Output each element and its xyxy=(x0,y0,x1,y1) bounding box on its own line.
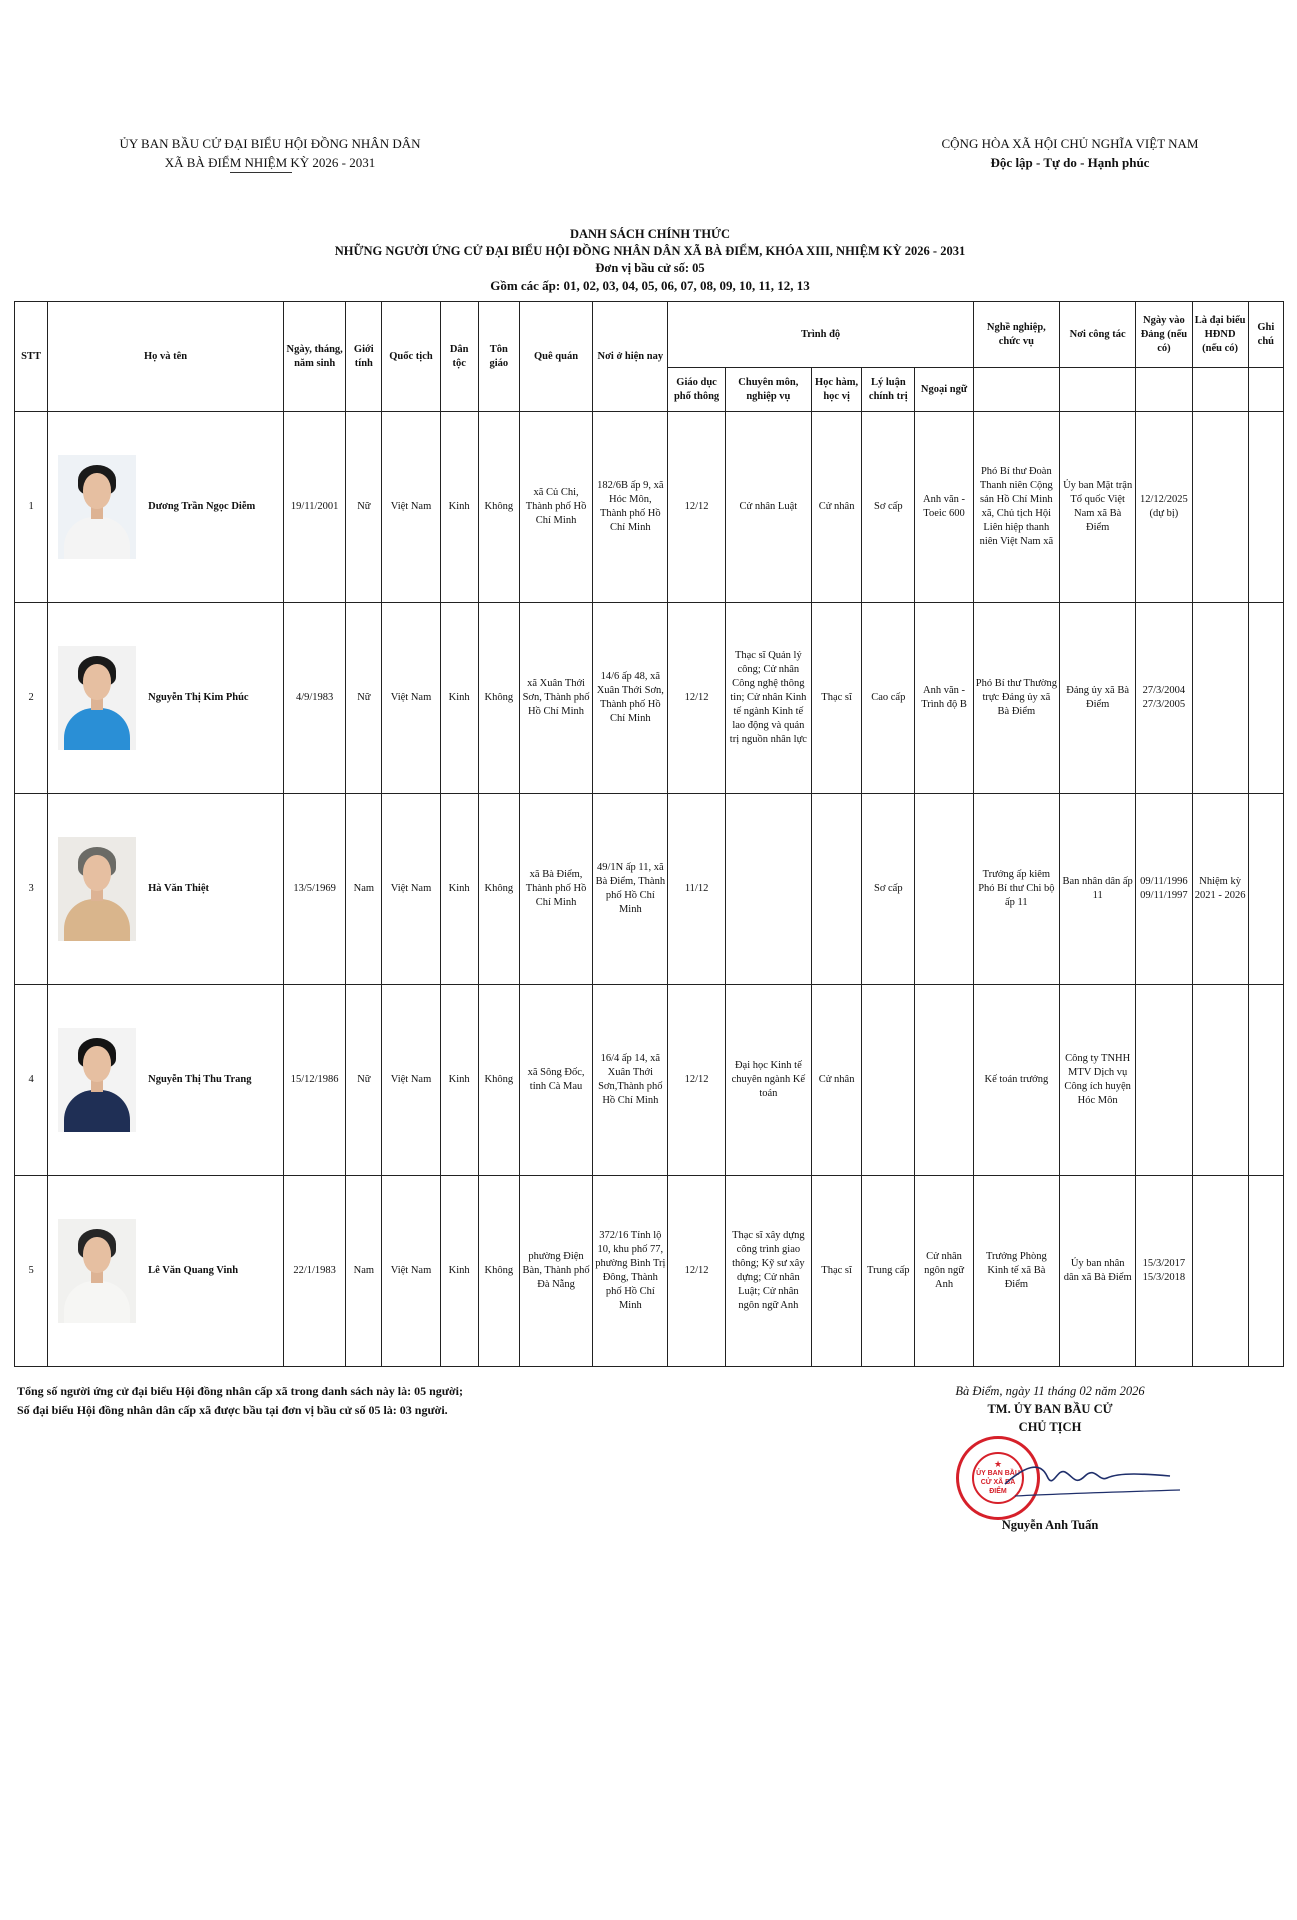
cell-language xyxy=(915,985,973,1176)
signer-name: Nguyễn Anh Tuấn xyxy=(1001,1518,1099,1532)
cell-specialty: Đại học Kinh tế chuyên ngành Kế toán xyxy=(725,985,811,1176)
summary-line-2: Số đại biểu Hội đồng nhân dân cấp xã được bầu tại đơn vị bầu cử số 05 là: 03 người. xyxy=(17,1403,448,1417)
candidate-name: Lê Văn Quang Vinh xyxy=(148,1265,239,1276)
table-row xyxy=(15,412,1284,603)
national-line-1: CỘNG HÒA XÃ HỘI CHỦ NGHĨA VIỆT NAM xyxy=(941,136,1199,151)
title-line-3: Đơn vị bầu cử số: 05 xyxy=(595,261,705,275)
cell-general-edu: 12/12 xyxy=(668,985,725,1176)
col-workplace: Nơi công tác xyxy=(1060,302,1136,368)
cell-general-edu: 12/12 xyxy=(668,1176,725,1367)
col-politics: Lý luận chính trị xyxy=(862,368,915,412)
col-education-group: Trình độ xyxy=(668,302,973,368)
issuer-line-2: XÃ BÀ ĐIỂM NHIỆM KỲ 2026 - 2031 xyxy=(164,155,376,170)
cell-ethnicity: Kinh xyxy=(440,603,478,794)
national-motto: Độc lập - Tự do - Hạnh phúc xyxy=(990,155,1150,170)
cell-dob: 13/5/1969 xyxy=(284,794,346,985)
cell-residence: 182/6B ấp 9, xã Hóc Môn, Thành phố Hồ Chí Minh xyxy=(593,412,668,603)
cell-politics: Sơ cấp xyxy=(862,794,915,985)
cell-is-delegate xyxy=(1192,1176,1248,1367)
cell-occupation: Kế toán trưởng xyxy=(973,985,1059,1176)
handwritten-signature xyxy=(995,1446,1185,1506)
candidate-name: Nguyễn Thị Kim Phúc xyxy=(148,692,249,703)
candidate-photo xyxy=(58,1028,136,1132)
cell-gender: Nữ xyxy=(346,603,382,794)
cell-stt: 3 xyxy=(15,794,48,985)
cell-dob: 15/12/1986 xyxy=(284,985,346,1176)
cell-note xyxy=(1248,603,1283,794)
cell-party-date: 27/3/2004 27/3/2005 xyxy=(1136,603,1192,794)
cell-religion: Không xyxy=(478,603,519,794)
cell-residence: 16/4 ấp 14, xã Xuân Thới Sơn,Thành phố Hồ Chí Minh xyxy=(593,985,668,1176)
seal-star-icon: ★ xyxy=(993,1459,1003,1469)
cell-general-edu: 11/12 xyxy=(668,794,725,985)
cell-general-edu: 12/12 xyxy=(668,603,725,794)
cell-occupation: Trưởng Phòng Kinh tế xã Bà Điểm xyxy=(973,1176,1059,1367)
candidate-photo xyxy=(58,455,136,559)
document-title xyxy=(250,226,1050,294)
col-nationality: Quốc tịch xyxy=(382,302,440,412)
table-body xyxy=(15,412,1284,1367)
cell-workplace: Đảng ủy xã Bà Điểm xyxy=(1060,603,1136,794)
cell-nationality: Việt Nam xyxy=(382,1176,440,1367)
cell-politics: Cao cấp xyxy=(862,603,915,794)
cell-is-delegate xyxy=(1192,985,1248,1176)
cell-party-date xyxy=(1136,985,1192,1176)
col-name: Họ và tên xyxy=(48,302,284,412)
cell-degree: Thạc sĩ xyxy=(812,1176,862,1367)
cell-occupation: Phó Bí thư Đoàn Thanh niên Cộng sản Hồ Chí Minh xã, Chủ tịch Hội Liên hiệp thanh niên Việt Nam xã xyxy=(973,412,1059,603)
national-header xyxy=(905,134,1235,172)
col-stt: STT xyxy=(15,302,48,412)
summary-block xyxy=(17,1382,617,1420)
cell-name xyxy=(48,794,284,985)
cell-hometown: xã Xuân Thới Sơn, Thành phố Hồ Chí Minh xyxy=(519,603,592,794)
cell-language xyxy=(915,794,973,985)
cell-is-delegate: Nhiệm kỳ 2021 - 2026 xyxy=(1192,794,1248,985)
candidate-photo xyxy=(58,1219,136,1323)
cell-name xyxy=(48,985,284,1176)
cell-nationality: Việt Nam xyxy=(382,603,440,794)
cell-gender: Nam xyxy=(346,1176,382,1367)
cell-is-delegate xyxy=(1192,603,1248,794)
cell-gender: Nữ xyxy=(346,412,382,603)
cell-degree xyxy=(812,794,862,985)
signature-area xyxy=(900,1436,1200,1516)
summary-line-1: Tổng số người ứng cử đại biểu Hội đồng nhân cấp xã trong danh sách này là: 05 người; xyxy=(17,1384,463,1398)
col-is-delegate: Là đại biểu HĐND (nếu có) xyxy=(1192,302,1248,368)
cell-party-date: 09/11/1996 09/11/1997 xyxy=(1136,794,1192,985)
seal-text: ỦY BAN BẦU CỬ XÃ BÀ ĐIỂM xyxy=(976,1470,1020,1495)
cell-workplace: Ban nhân dân ấp 11 xyxy=(1060,794,1136,985)
cell-note xyxy=(1248,1176,1283,1367)
cell-stt: 1 xyxy=(15,412,48,603)
cell-language: Anh văn - Trình độ B xyxy=(915,603,973,794)
cell-gender: Nữ xyxy=(346,985,382,1176)
candidate-photo xyxy=(58,646,136,750)
cell-hometown: xã Bà Điểm, Thành phố Hồ Chí Minh xyxy=(519,794,592,985)
cell-dob: 22/1/1983 xyxy=(284,1176,346,1367)
cell-workplace: Ủy ban Mặt trận Tổ quốc Việt Nam xã Bà Điểm xyxy=(1060,412,1136,603)
col-occupation: Nghề nghiệp, chức vụ xyxy=(973,302,1059,368)
issuer-header xyxy=(100,134,440,173)
col-dob: Ngày, tháng, năm sinh xyxy=(284,302,346,412)
title-line-1: DANH SÁCH CHÍNH THỨC xyxy=(569,227,731,241)
cell-religion: Không xyxy=(478,985,519,1176)
cell-general-edu: 12/12 xyxy=(668,412,725,603)
col-residence: Nơi ở hiện nay xyxy=(593,302,668,412)
cell-degree: Thạc sĩ xyxy=(812,603,862,794)
title-line-4: Gồm các ấp: 01, 02, 03, 04, 05, 06, 07, 08, 09, 10, 11, 12, 13 xyxy=(490,278,810,293)
cell-stt: 2 xyxy=(15,603,48,794)
signing-org: TM. ỦY BAN BẦU CỬ xyxy=(987,1402,1113,1416)
cell-stt: 5 xyxy=(15,1176,48,1367)
cell-occupation: Trưởng ấp kiêm Phó Bí thư Chi bộ ấp 11 xyxy=(973,794,1059,985)
col-religion: Tôn giáo xyxy=(478,302,519,412)
signing-position: CHỦ TỊCH xyxy=(1018,1420,1082,1434)
cell-ethnicity: Kinh xyxy=(440,412,478,603)
title-line-2: NHỮNG NGƯỜI ỨNG CỬ ĐẠI BIỂU HỘI ĐỒNG NHÂN DÂN XÃ BÀ ĐIỂM, KHÓA XIII, NHIỆM KỲ 2026 - 2031 xyxy=(334,244,966,258)
cell-hometown: phường Điện Bàn, Thành phố Đà Nẵng xyxy=(519,1176,592,1367)
cell-nationality: Việt Nam xyxy=(382,412,440,603)
cell-workplace: Công ty TNHH MTV Dịch vụ Công ích huyện Hóc Môn xyxy=(1060,985,1136,1176)
cell-politics xyxy=(862,985,915,1176)
cell-party-date: 12/12/2025 (dự bị) xyxy=(1136,412,1192,603)
cell-residence: 14/6 ấp 48, xã Xuân Thới Sơn, Thành phố Hồ Chí Minh xyxy=(593,603,668,794)
col-language: Ngoại ngữ xyxy=(915,368,973,412)
cell-stt: 4 xyxy=(15,985,48,1176)
cell-is-delegate xyxy=(1192,412,1248,603)
col-specialty: Chuyên môn, nghiệp vụ xyxy=(725,368,811,412)
issuer-line-1: ỦY BAN BẦU CỬ ĐẠI BIỂU HỘI ĐỒNG NHÂN DÂN xyxy=(119,136,421,151)
cell-party-date: 15/3/2017 15/3/2018 xyxy=(1136,1176,1192,1367)
cell-nationality: Việt Nam xyxy=(382,794,440,985)
col-degree: Học hàm, học vị xyxy=(812,368,862,412)
cell-degree: Cử nhân xyxy=(812,412,862,603)
col-workplace-blank xyxy=(1060,368,1136,412)
cell-hometown: xã Củ Chi, Thành phố Hồ Chí Minh xyxy=(519,412,592,603)
cell-residence: 372/16 Tỉnh lộ 10, khu phố 77, phường Bình Trị Đông, Thành phố Hồ Chí Minh xyxy=(593,1176,668,1367)
col-gender: Giới tính xyxy=(346,302,382,412)
cell-specialty: Thạc sĩ xây dựng công trình giao thông; Kỹ sư xây dựng; Cử nhân Luật; Cử nhân ngôn ngữ Anh xyxy=(725,1176,811,1367)
cell-dob: 4/9/1983 xyxy=(284,603,346,794)
cell-politics: Sơ cấp xyxy=(862,412,915,603)
col-hometown: Quê quán xyxy=(519,302,592,412)
candidate-name: Dương Trần Ngọc Diễm xyxy=(148,501,256,512)
cell-specialty xyxy=(725,794,811,985)
table-row xyxy=(15,985,1284,1176)
cell-note xyxy=(1248,412,1283,603)
cell-note xyxy=(1248,794,1283,985)
col-party-date-blank xyxy=(1136,368,1192,412)
cell-dob: 19/11/2001 xyxy=(284,412,346,603)
cell-religion: Không xyxy=(478,1176,519,1367)
cell-degree: Cử nhân xyxy=(812,985,862,1176)
col-occupation-blank xyxy=(973,368,1059,412)
table-row xyxy=(15,603,1284,794)
cell-religion: Không xyxy=(478,412,519,603)
cell-name xyxy=(48,603,284,794)
cell-gender: Nam xyxy=(346,794,382,985)
cell-ethnicity: Kinh xyxy=(440,985,478,1176)
cell-language: Anh văn - Toeic 600 xyxy=(915,412,973,603)
cell-occupation: Phó Bí thư Thường trực Đảng ủy xã Bà Điểm xyxy=(973,603,1059,794)
table-row xyxy=(15,1176,1284,1367)
cell-language: Cử nhân ngôn ngữ Anh xyxy=(915,1176,973,1367)
cell-residence: 49/1N ấp 11, xã Bà Điểm, Thành phố Hồ Chí Minh xyxy=(593,794,668,985)
candidate-photo xyxy=(58,837,136,941)
col-is-delegate-blank xyxy=(1192,368,1248,412)
cell-politics: Trung cấp xyxy=(862,1176,915,1367)
col-party-date: Ngày vào Đảng (nếu có) xyxy=(1136,302,1192,368)
col-general-edu: Giáo dục phổ thông xyxy=(668,368,725,412)
candidate-name: Hà Văn Thiệt xyxy=(148,883,210,894)
cell-nationality: Việt Nam xyxy=(382,985,440,1176)
col-ethnicity: Dân tộc xyxy=(440,302,478,412)
cell-name xyxy=(48,412,284,603)
signature-block xyxy=(900,1382,1200,1534)
header-underline xyxy=(230,172,292,173)
cell-note xyxy=(1248,985,1283,1176)
cell-religion: Không xyxy=(478,794,519,985)
table-row xyxy=(15,794,1284,985)
cell-workplace: Ủy ban nhân dân xã Bà Điểm xyxy=(1060,1176,1136,1367)
col-note: Ghi chú xyxy=(1248,302,1283,368)
candidate-name: Nguyễn Thị Thu Trang xyxy=(148,1074,252,1085)
cell-hometown: xã Sông Đốc, tỉnh Cà Mau xyxy=(519,985,592,1176)
col-note-blank xyxy=(1248,368,1283,412)
cell-ethnicity: Kinh xyxy=(440,794,478,985)
cell-name xyxy=(48,1176,284,1367)
cell-specialty: Cử nhân Luật xyxy=(725,412,811,603)
cell-ethnicity: Kinh xyxy=(440,1176,478,1367)
date-place: Bà Điểm, ngày 11 tháng 02 năm 2026 xyxy=(955,1384,1145,1398)
cell-specialty: Thạc sĩ Quản lý công; Cử nhân Công nghệ thông tin; Cử nhân Kinh tế ngành Kinh tế lao động và quản trị nguồn nhân lực xyxy=(725,603,811,794)
candidate-table xyxy=(14,301,1284,1367)
